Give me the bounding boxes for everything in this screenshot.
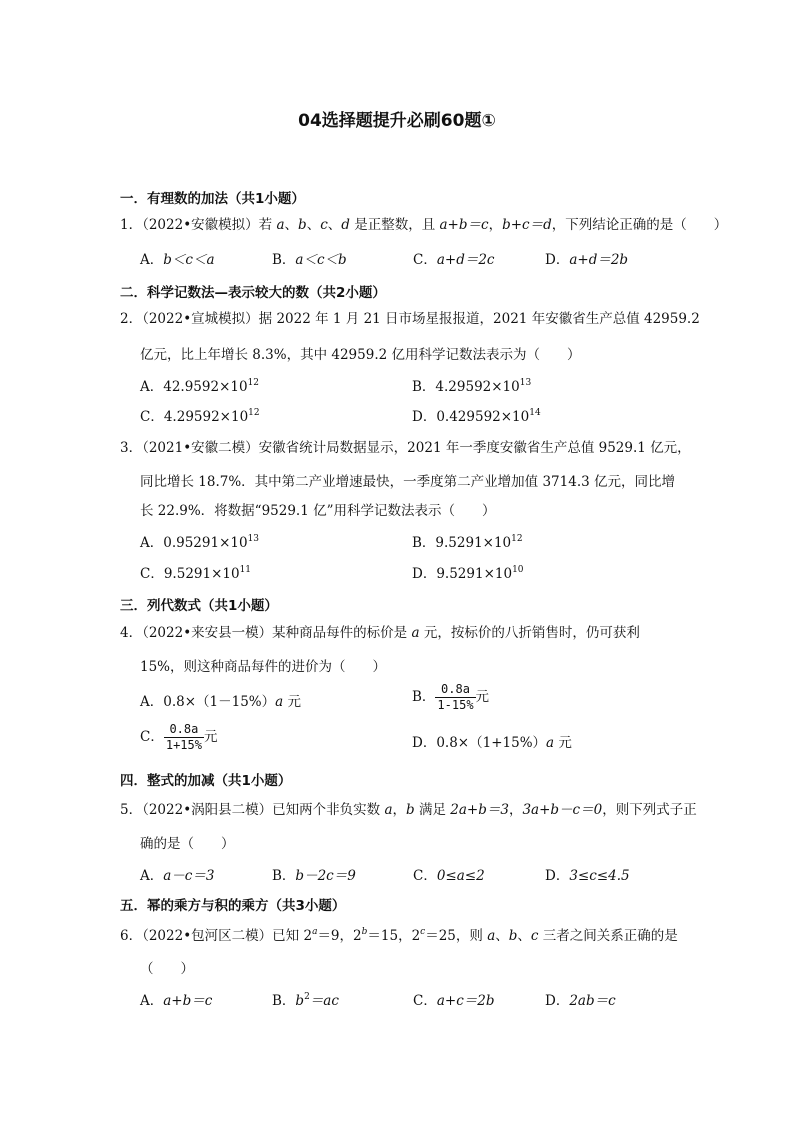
question-4: 4．（2022•来安县一模）某种商品每件的标价是 a 元，按标价的八折销售时，仍可获利 xyxy=(120,625,640,641)
section-heading-1: 一．有理数的加法（共1小题） xyxy=(120,191,305,207)
q5-option-a: A．a－c＝3 xyxy=(140,868,215,884)
q2-option-d: D．$0.429592\times 10^{14}$ xyxy=(412,408,541,425)
fraction: $\frac{0.8a}{1-15\%}$ xyxy=(437,682,474,712)
question-5: 5．（2022•涡阳县二模）已知两个非负实数 a，b 满足 2a+b＝3，3a+b－c＝0，则下列式子正 xyxy=(120,802,697,818)
q5-option-d: D．3≤c≤4.5 xyxy=(545,868,630,884)
page-title: 04选择题提升必刷60题① xyxy=(298,111,496,131)
fraction: $\frac{0.8a}{1+15\%}$ xyxy=(165,722,202,752)
q6-option-d: D．2ab＝c xyxy=(545,993,616,1009)
question-2: 2．（2022•宣城模拟）据 2022 年 1 月 21 日市场星报报道，2021 年安徽省生产总值 42959.2 xyxy=(120,311,700,327)
q1-option-d: D．a+d＝2b xyxy=(545,252,629,268)
q2-option-a: A．$42.9592\times 10^{12}$ xyxy=(140,378,260,395)
q4-option-b: B． $\frac{0.8a}{1-15\%}$ 元 xyxy=(412,682,490,712)
question-6-line-2: （ ） xyxy=(140,961,194,977)
q6-option-a: A．a+b＝c xyxy=(140,993,213,1009)
q5-option-b: B．b－2c＝9 xyxy=(272,868,356,884)
q3-option-d: D．$9.5291\times 10^{10}$ xyxy=(412,565,524,582)
question-3-line-2: 同比增长 18.7%．其中第二产业增速最快，一季度第二产业增加值 3714.3 亿元，同比增 xyxy=(140,474,675,490)
section-heading-3: 三．列代数式（共1小题） xyxy=(120,598,278,614)
q5-option-c: C．0≤a≤2 xyxy=(413,868,485,884)
question-3: 3．（2021•安徽二模）安徽省统计局数据显示，2021 年一季度安徽省生产总值 9529.1 亿元， xyxy=(120,440,691,456)
q6-option-c: C．a+c＝2b xyxy=(413,993,495,1009)
question-6: 6．（2022•包河区二模）已知 $2^a=9$，$2^b=15$，$2^c=25$，则 a、b、c 三者之间关系正确的是 xyxy=(120,927,678,944)
question-5-line-2: 确的是（ ） xyxy=(140,836,235,852)
q4-option-c: C． $\frac{0.8a}{1+15\%}$ 元 xyxy=(140,722,218,752)
q2-option-b: B．$4.29592\times 10^{13}$ xyxy=(412,378,532,395)
q1-option-c: C．a+d＝2c xyxy=(413,252,495,268)
section-heading-5: 五．幂的乘方与积的乘方（共3小题） xyxy=(120,898,346,914)
section-heading-4: 四．整式的加减（共1小题） xyxy=(120,773,292,789)
q1-option-b: B．a＜c＜b xyxy=(272,252,347,268)
q2-option-c: C．$4.29592\times 10^{12}$ xyxy=(140,408,260,425)
question-1: 1．（2022•安徽模拟）若 a、b、c、d 是正整数，且 a+b＝c，b+c＝d，下列结论正确的是（ ） xyxy=(120,217,728,233)
question-2-line-2: 亿元，比上年增长 8.3%，其中 42959.2 亿用科学记数法表示为（ ） xyxy=(140,347,581,363)
q3-option-a: A．$0.95291\times 10^{13}$ xyxy=(140,534,260,551)
q3-option-b: B．$9.5291\times 10^{12}$ xyxy=(412,534,523,551)
q6-option-b: B．$b^2=ac$ xyxy=(272,992,339,1009)
q3-option-c: C．$9.5291\times 10^{11}$ xyxy=(140,565,252,582)
question-3-line-3: 长 22.9%．将数据“9529.1 亿”用科学记数法表示（ ） xyxy=(140,503,496,519)
section-heading-2: 二．科学记数法—表示较大的数（共2小题） xyxy=(120,285,386,301)
q4-option-a: A．0.8×（1－15%）a 元 xyxy=(140,694,301,710)
q4-option-d: D．0.8×（1+15%）a 元 xyxy=(412,735,572,751)
q1-option-a: A．b＜c＜a xyxy=(140,252,215,268)
question-4-line-2: 15%，则这种商品每件的进价为（ ） xyxy=(140,659,387,675)
